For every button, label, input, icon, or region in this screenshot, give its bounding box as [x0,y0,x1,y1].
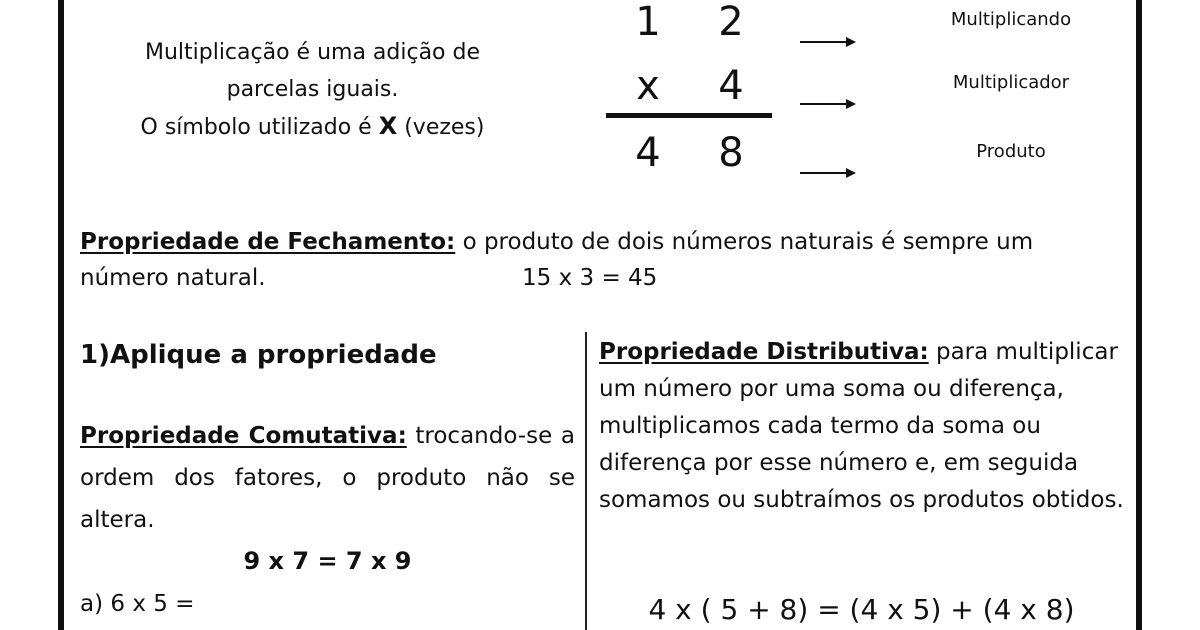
intro-line-3 [100,108,525,146]
arrow-right-icon [800,36,856,48]
distributive-property-text: para multiplicar um número por uma soma ou diferença, multiplicamos cada termo da soma ou diferença por esse número e, em seguida somamos ou subtraímos os produtos obtidos. [599,339,1124,513]
closure-property-title: Propriedade de Fechamento: [80,229,456,255]
product-digit-1: 4 [635,130,661,176]
multiplication-symbol: X [378,112,398,140]
exercise-heading: 1)Aplique a propriedade [80,340,437,370]
term-multiplicand: Multiplicando [950,9,1072,30]
multiplicand-digit-1: 1 [635,0,661,45]
exercise-item-a: a) 6 x 5 = [80,591,195,617]
multiplication-operator: x [636,63,660,109]
page-border-right [1136,0,1142,630]
intro-line-1: Multiplicação é uma adição de [144,40,481,65]
commutative-property-text: trocando-se a ordem dos fatores, o produto não se altera. [80,423,575,533]
closure-property-text: o produto de dois números naturais é sempre um número natural. [80,229,1034,291]
column-divider [585,332,587,630]
page-border-left [58,0,64,630]
multiplier-digit: 4 [718,63,744,109]
arrow-right-icon [800,98,856,110]
commutative-property [80,415,575,541]
result-line [606,113,772,118]
product-digit-2: 8 [718,130,744,176]
intro-line-2: parcelas iguais. [226,77,399,102]
closure-property-example: 15 x 3 = 45 [522,265,658,291]
multiplicand-digit-2: 2 [718,0,744,45]
term-product: Produto [976,141,1046,162]
commutative-example: 9 x 7 = 7 x 9 [243,547,412,575]
distributive-property-title: Propriedade Distributiva: [599,339,929,365]
intro-definition [100,34,525,146]
commutative-property-title: Propriedade Comutativa: [80,423,407,449]
closure-property [80,224,1120,296]
exercise-column [80,335,575,617]
term-multiplier: Multiplicador [952,72,1070,93]
distributive-example: 4 x ( 5 + 8) = (4 x 5) + (4 x 8) [648,593,1075,626]
intro-line-3-prefix: O símbolo utilizado é [140,115,379,140]
distributive-property [599,334,1124,519]
intro-line-3-suffix: (vezes) [397,115,485,140]
arrow-right-icon [800,167,856,179]
